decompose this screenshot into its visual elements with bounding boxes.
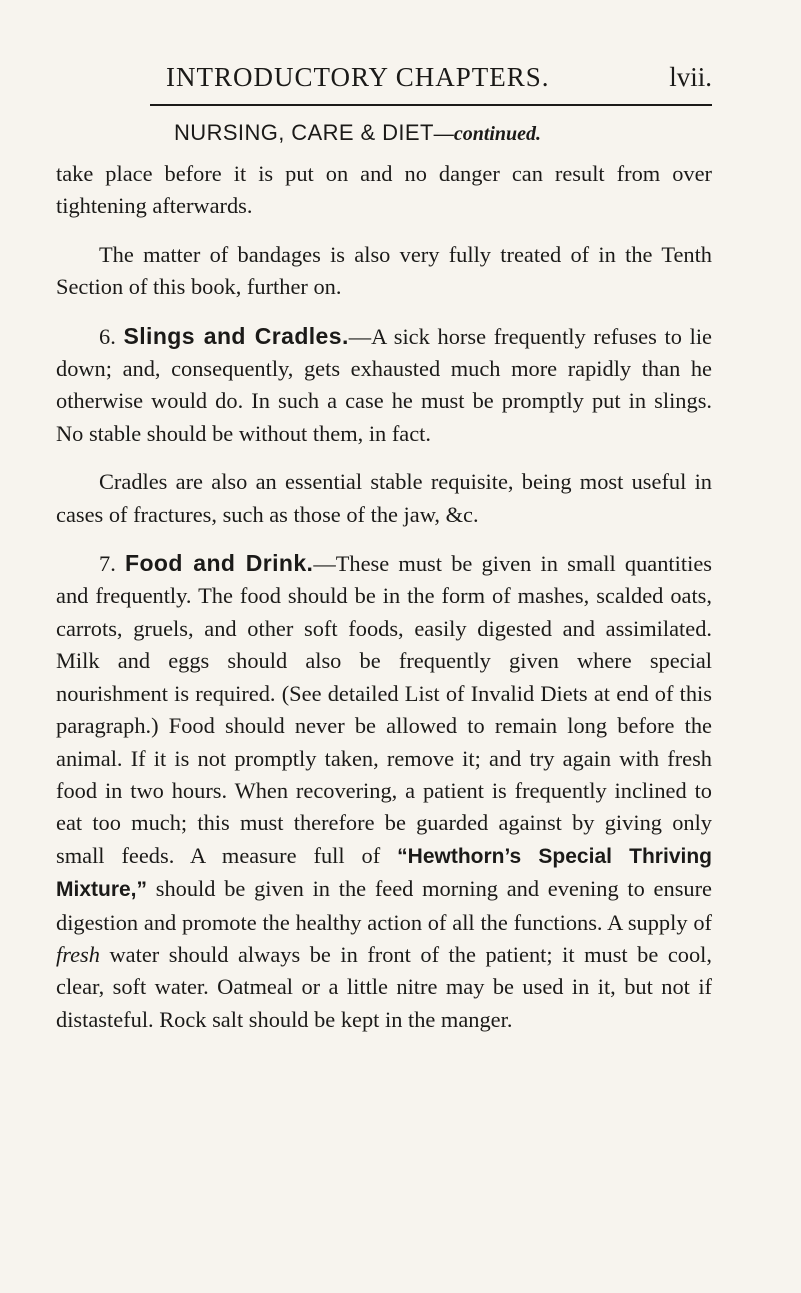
body-text xyxy=(56,158,712,1036)
paragraph: take place before it is put on and no danger can result from over tightening afterwards. xyxy=(56,161,712,219)
section-title: NURSING, CARE & DIET xyxy=(174,120,434,145)
section-continued: —continued. xyxy=(433,123,542,145)
product-name: “Hewthorn’s Special Thriving Mixture,” xyxy=(56,844,712,902)
emphasis-text: fresh xyxy=(56,941,100,967)
food-heading: Food and Drink. xyxy=(125,550,314,577)
header-rule xyxy=(150,104,712,106)
slings-heading: Slings and Cradles. xyxy=(123,322,349,349)
paragraph: Cradles are also an essential stable requisite, being most useful in cases of fractures, such as those of the jaw, &c. xyxy=(56,469,712,527)
paragraph-text: —These must be given in small quantities and frequently. The food should be in the form of mashes, scalded oats, carrots, gruels, and other soft foods, easily digested and assimilated. Milk and eggs should also be frequently given where special nourishment is required. (See detailed List of Invalid Diets at end of this paragraph.) Food should never be allowed to remain long before the animal. If it is not promptly taken, remove it; and try again with fresh food in two hours. When recovering, a patient is frequently inclined to eat too much; this must therefore be guarded against by giving only small feeds. A measure full of xyxy=(56,551,712,868)
running-head xyxy=(150,62,715,102)
paragraph: The matter of bandages is also very fully treated of in the Tenth Section of this book, further on. xyxy=(56,241,712,300)
section-header xyxy=(174,120,541,146)
paragraph-food xyxy=(56,547,712,1036)
page-number: lvii. xyxy=(669,62,712,92)
section-number: 6. xyxy=(99,323,116,349)
paragraph-text: should be given in the feed morning and evening to ensure digestion and promote the healthy action of all the functions. A supply of xyxy=(56,876,712,935)
paragraph-slings xyxy=(56,320,712,451)
paragraph-text: water should always be in front of the patient; it must be cool, clear, soft water. Oatmeal or a little nitre may be used in it, but not if distasteful. Rock salt should be kept in the manger. xyxy=(56,941,712,1032)
paragraph-text: —A sick horse frequently refuses to lie down; and, consequently, gets exhausted much more rapidly than he otherwise would do. In such a case he must be promptly put in slings. No stable should be without them, in fact. xyxy=(56,323,712,446)
section-number: 7. xyxy=(99,551,116,577)
running-title: INTRODUCTORY CHAPTERS. xyxy=(166,62,550,92)
